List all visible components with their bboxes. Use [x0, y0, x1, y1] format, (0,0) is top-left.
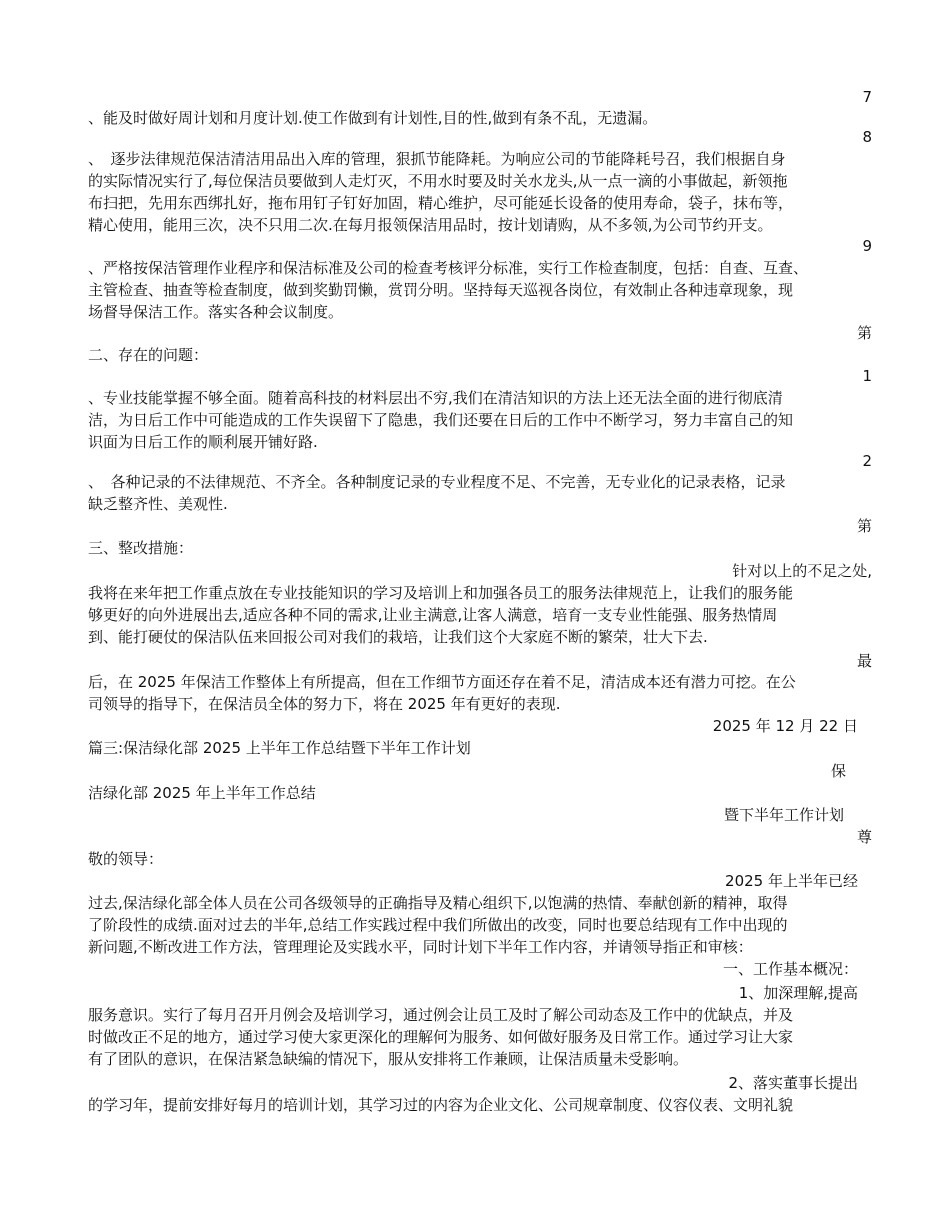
paragraph-line: 到、能打硬仗的保洁队伍来回报公司对我们的栽培，让我们这个大家庭不断的繁荣，壮大下去.	[88, 628, 708, 646]
section-heading: 一、工作基本概况：	[722, 960, 858, 978]
section-number: 1	[862, 367, 872, 385]
paragraph-line: 的学习年，提前安排好每月的培训计划，其学习过的内容为企业文化、公司规章制度、仪容仪表、文明礼貌	[88, 1096, 794, 1114]
paragraph-line: 、能及时做好周计划和月度计划.使工作做到有计划性,目的性,做到有条不乱，无遗漏。	[88, 109, 658, 127]
paragraph-line: 精心使用，能用三次，决不只用二次.在每月报领保洁用品时，按计划请购，从不多领,为公司节约开支。	[88, 216, 773, 234]
salutation: 敬的领导：	[88, 850, 164, 868]
title-fragment: 保	[830, 762, 846, 780]
paragraph-line: 我将在来年把工作重点放在专业技能知识的学习及培训上和加强各员工的服务法律规范上，让我们的服务能	[88, 584, 794, 602]
section-marker: 最	[856, 652, 872, 670]
paragraph-line: 的实际情况实行了,每位保洁员要做到人走灯灭，不用水时要及时关水龙头,从一点一滴的小事做起，新领拖	[88, 172, 788, 190]
section-marker: 第	[856, 324, 872, 342]
date-line: 2025 年 12 月 22 日	[712, 717, 858, 735]
paragraph-line: 、严格按保洁管理作业程序和保洁标准及公司的检查考核评分标准，实行工作检查制度，包括：自查、互查、	[88, 259, 809, 277]
paragraph-line: 场督导保洁工作。落实各种会议制度。	[88, 303, 344, 321]
paragraph-line: 识面为日后工作的顺利展开铺好路.	[88, 433, 318, 451]
paragraph-line: 、 逐步法律规范保洁清洁用品出入库的管理，狠抓节能降耗。为响应公司的节能降耗号召，我们根据自身	[88, 150, 786, 168]
paragraph-line: 、 各种记录的不法律规范、不齐全。各种制度记录的专业程度不足、不完善，无专业化的记录表格，记录	[88, 473, 786, 491]
paragraph-line: 洁，为日后工作中可能造成的工作失误留下了隐患，我们还要在日后的工作中不断学习，努力丰富自己的知	[88, 411, 794, 429]
paragraph-line: 服务意识。实行了每月召开月例会及培训学习，通过例会让员工及时了解公司动态及工作中的优缺点，并及	[88, 1006, 794, 1024]
title-line: 洁绿化部 2025 年上半年工作总结	[88, 784, 316, 802]
paragraph-line: 缺乏整齐性、美观性.	[88, 495, 228, 513]
paragraph-line: 主管检查、抽查等检查制度，做到奖勤罚懒，赏罚分明。坚持每天巡视各岗位，有效制止各种违章现象，现	[88, 281, 794, 299]
section-number: 2	[862, 452, 872, 470]
paragraph-line: 了阶段性的成绩.面对过去的半年,总结工作实践过程中我们所做出的改变，同时也要总结现有工作中出现的	[88, 916, 788, 934]
paragraph-line: 有了团队的意识，在保洁紧急缺编的情况下，服从安排将工作兼顾，让保洁质量未受影响。	[88, 1050, 689, 1068]
section-marker: 尊	[856, 828, 872, 846]
paragraph-line: 针对以上的不足之处,	[732, 562, 872, 580]
chapter-heading: 篇三:保洁绿化部 2025 上半年工作总结暨下半年工作计划	[88, 739, 471, 757]
paragraph-line: 、专业技能掌握不够全面。随着高科技的材料层出不穷,我们在清洁知识的方法上还无法全面的进行彻底清	[88, 389, 783, 407]
paragraph-line: 2025 年上半年已经	[725, 872, 858, 890]
section-number: 9	[862, 237, 872, 255]
paragraph-line: 司领导的指导下，在保洁员全体的努力下，将在 2025 年有更好的表现.	[88, 695, 561, 713]
section-number: 8	[862, 128, 872, 146]
paragraph-line: 布扫把，先用东西绑扎好，拖布用钉子钉好加固，精心维护，尽可能延长设备的使用寿命，袋子，抹布等，	[88, 194, 794, 212]
section-heading: 三、整改措施：	[88, 539, 194, 557]
paragraph-line: 1、加深理解,提高	[738, 984, 858, 1002]
paragraph-line: 2、落实董事长提出	[728, 1074, 858, 1092]
section-number: 7	[862, 88, 872, 106]
paragraph-line: 时做改正不足的地方，通过学习使大家更深化的理解何为服务、如何做好服务及日常工作。通过学习让大家	[88, 1028, 794, 1046]
title-line: 暨下半年工作计划	[723, 806, 844, 824]
paragraph-line: 后，在 2025 年保洁工作整体上有所提高，但在工作细节方面还存在着不足，清洁成本还有潜力可挖。在公	[88, 673, 796, 691]
section-heading: 二、存在的问题：	[88, 346, 209, 364]
paragraph-line: 过去,保洁绿化部全体人员在公司各级领导的正确指导及精心组织下,以饱满的热情、奉献创新的精神，取得	[88, 894, 788, 912]
paragraph-line: 新问题,不断改进工作方法，管理理论及实践水平，同时计划下半年工作内容，并请领导指正和审核：	[88, 938, 753, 956]
paragraph-line: 够更好的向外进展出去,适应各种不同的需求,让业主满意,让客人满意，培育一支专业性能强、服务热情周	[88, 606, 778, 624]
section-marker: 第	[856, 517, 872, 535]
